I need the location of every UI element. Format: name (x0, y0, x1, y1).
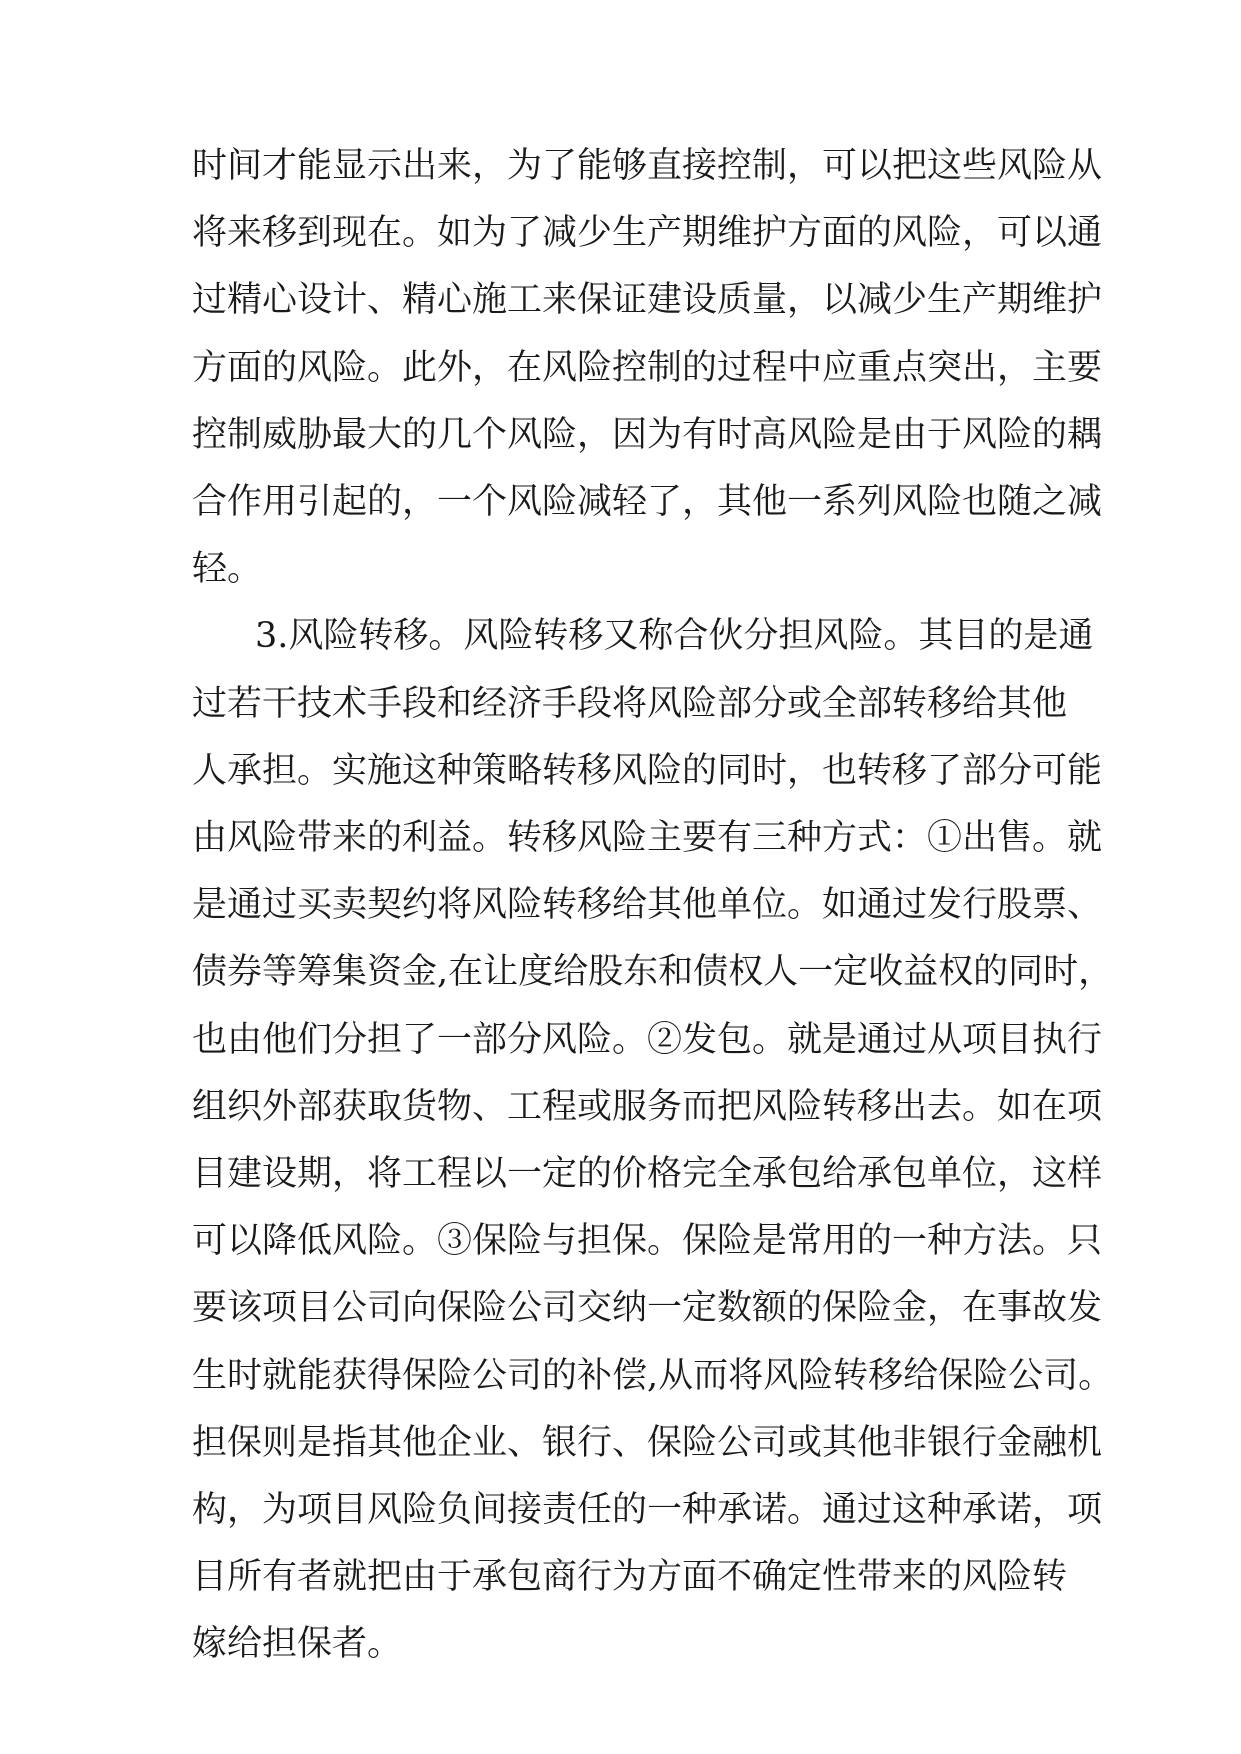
text-line: 也由他们分担了一部分风险。②发包。就是通过从项目执行 (192, 1020, 1103, 1060)
text-line: 要该项目公司向保险公司交纳一定数额的保险金，在事故发 (192, 1288, 1103, 1328)
text-line: 是通过买卖契约将风险转移给其他单位。如通过发行股票、 (192, 885, 1103, 925)
text-line: 时间才能显示出来，为了能够直接控制，可以把这些风险从 (192, 146, 1103, 186)
text-line: 生时就能获得保险公司的补偿,从而将风险转移给保险公司。 (192, 1356, 1114, 1396)
text-line: 人承担。实施这种策略转移风险的同时，也转移了部分可能 (192, 751, 1103, 791)
text-line: 嫁给担保者。 (192, 1624, 403, 1664)
text-line: 控制威胁最大的几个风险，因为有时高风险是由于风险的耦 (192, 415, 1103, 455)
text-line: 将来移到现在。如为了减少生产期维护方面的风险，可以通 (192, 213, 1103, 253)
text-line: 构，为项目风险负间接责任的一种承诺。通过这种承诺，项 (192, 1490, 1103, 1530)
text-line: 合作用引起的，一个风险减轻了，其他一系列风险也随之减 (192, 482, 1103, 522)
text-line: 由风险带来的利益。转移风险主要有三种方式：①出售。就 (192, 818, 1103, 858)
text-line: 过若干技术手段和经济手段将风险部分或全部转移给其他 (192, 684, 1068, 724)
text-line: 方面的风险。此外，在风险控制的过程中应重点突出，主要 (192, 348, 1103, 388)
text-line: 轻。 (192, 549, 263, 589)
text-line: 债券等筹集资金,在让度给股东和债权人一定收益权的同时， (192, 952, 1114, 992)
text-line: 目所有者就把由于承包商行为方面不确定性带来的风险转 (192, 1557, 1068, 1597)
paragraph-heading-line: 3.风险转移。风险转移又称合伙分担风险。其目的是通 (255, 616, 1094, 656)
text-line: 过精心设计、精心施工来保证建设质量，以减少生产期维护 (192, 280, 1103, 320)
text-line: 目建设期，将工程以一定的价格完全承包给承包单位，这样 (192, 1154, 1103, 1194)
text-line: 可以降低风险。③保险与担保。保险是常用的一种方法。只 (192, 1221, 1103, 1261)
text-line: 组织外部获取货物、工程或服务而把风险转移出去。如在项 (192, 1087, 1103, 1127)
text-line: 担保则是指其他企业、银行、保险公司或其他非银行金融机 (192, 1423, 1103, 1463)
